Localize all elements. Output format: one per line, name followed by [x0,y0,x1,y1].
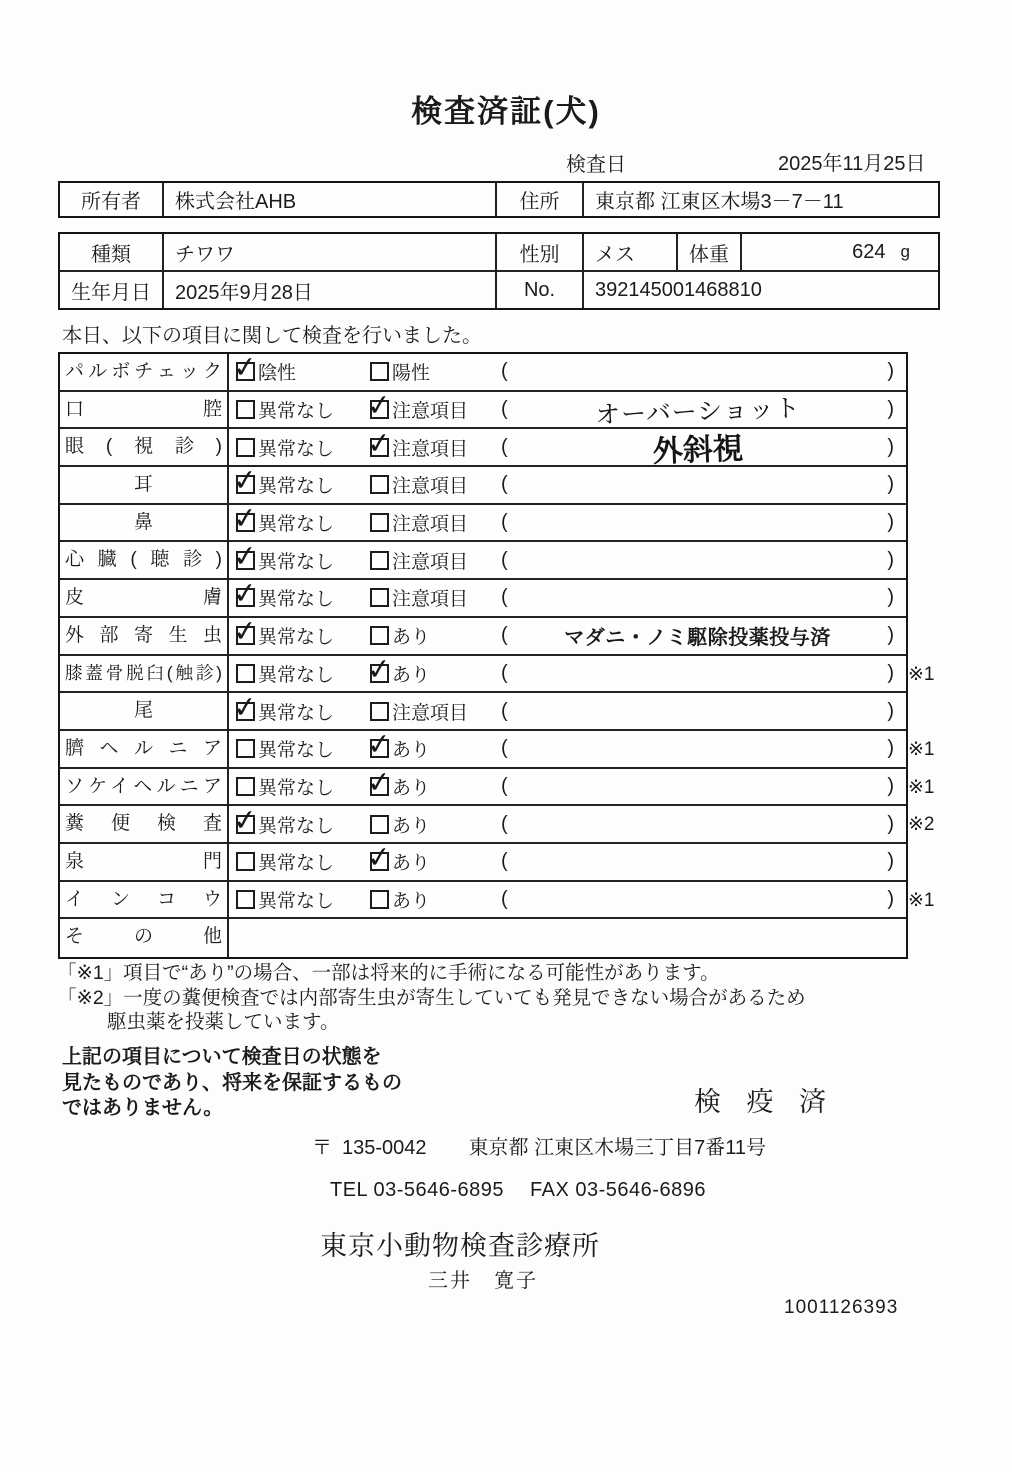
option-2 [370,358,501,385]
remarks-text: マダニ・ノミ駆除投薬投与済 [564,627,831,650]
row-inguinal-hernia [60,765,935,807]
paren-open: ( [501,850,508,873]
option-label: 異常なし [258,514,335,536]
handwritten-remark: 外斜視 [652,432,744,469]
checkmark-icon: ✓ [365,652,393,688]
paren-close: ) [887,473,894,496]
checkbox [365,765,393,801]
document-title: 検査済証(犬) [411,94,601,129]
address-label: 住所 [495,183,582,216]
checkbox [365,652,393,688]
quarantine-stamp: 検 疫 済 [694,1087,836,1117]
checkbox [236,739,255,758]
paren-close: ) [887,661,894,684]
option-1 [236,434,370,461]
checkmark-icon: ✓ [231,539,259,574]
remarks-field [501,360,906,383]
checkbox [236,664,255,683]
option-label: 異常なし [258,890,335,912]
checkmark-icon: ✓ [231,614,259,650]
clinic-address: 東京都 江東区木場三丁目7番11号 [468,1137,766,1159]
option-label: 注意項目 [392,551,469,573]
document-number: 1001126393 [784,1297,899,1318]
checkbox [231,690,259,725]
option-label: あり [392,777,431,799]
disclaimer-line1: 上記の項目について検査日の状態を [62,1046,382,1068]
option-label: あり [392,890,431,912]
checkmark-icon: ✓ [231,351,259,386]
checkbox [236,852,255,871]
remarks-field [501,888,906,911]
option-label: あり [392,853,431,875]
disclaimer-line2: 見たものであり、将来を保証するもの [62,1071,402,1094]
option-label: 注意項目 [392,589,469,611]
owner-value: 株式会社AHB [162,183,495,216]
option-label: 異常なし [258,815,335,837]
row-skin [60,577,906,618]
remarks-field [501,813,906,836]
option-label: あり [392,740,431,762]
paren-close: ) [887,586,894,609]
examiner-name: 三井 寛子 [428,1270,538,1292]
checkmark-icon: ✓ [365,388,393,424]
paren-open: ( [501,398,508,421]
paren-open: ( [501,812,508,835]
remarks-field [501,586,906,609]
row-cryptorchidism [60,882,935,920]
option-label: あり [392,664,431,686]
birthdate-value: 2025年9月28日 [162,272,495,308]
weight-label: 体重 [676,234,740,270]
row-nose [60,501,906,543]
row-label: 眼(視診) [60,429,229,465]
option-label: 注意項目 [392,401,469,423]
postal-mark-icon: 〒 [312,1137,332,1159]
no-value: 392145001468810 [582,272,938,308]
checkbox [231,614,259,650]
footnote-2-line2: 駆虫薬を投薬しています。 [107,1011,340,1033]
option-label: 異常なし [258,438,335,460]
option-label: 異常なし [258,853,335,875]
table-row [60,183,938,216]
row-label: ソケイヘルニア [60,769,229,805]
paren-open: ( [501,511,508,534]
checkbox [370,551,389,570]
paren-open: ( [501,548,508,571]
checkbox [365,841,393,876]
clinic-tel: TEL 03-5646-6895 [330,1179,505,1201]
clinic-name: 東京小動物検査診療所 [320,1231,600,1261]
row-fontanelle [60,841,906,882]
paren-close: ) [887,548,894,571]
weight-unit: g [900,242,910,261]
footnote-ref: ※1 [908,776,935,798]
birthdate-label: 生年月日 [71,281,151,304]
row-label: 皮膚 [60,580,229,616]
option-2 [365,426,501,461]
checkbox [370,815,389,834]
inspection-date-value: 2025年11月25日 [778,153,926,175]
option-2 [370,811,501,838]
option-label: 異常なし [258,664,335,686]
option-label: あり [392,627,431,649]
option-1 [231,803,370,838]
option-label: 異常なし [258,551,335,573]
option-1 [231,464,370,499]
checkbox [231,539,259,574]
row-fecal-exam [60,803,935,844]
checklist-table [58,351,935,959]
postal-code: 135-0042 [342,1137,427,1159]
checkbox [370,626,389,645]
option-2 [365,652,501,688]
paren-close: ) [887,887,894,910]
option-2 [370,622,501,649]
clinic-fax: FAX 03-5646-6896 [530,1179,706,1201]
remarks-field [501,549,906,572]
remarks-field [501,775,906,798]
checkmark-icon: ✓ [231,690,259,725]
table-row [60,270,938,308]
checkmark-icon: ✓ [365,426,393,461]
row-label: パルボチェック [60,354,229,390]
footnote-1: 「※1」項目で“あり”の場合、一部は将来的に手術になる可能性があります。 [57,962,720,984]
row-label: 心臓(聴診) [60,542,229,578]
option-1 [231,351,370,386]
breed-value: チワワ [162,234,495,270]
option-2 [370,547,501,574]
paren-close: ) [887,624,894,647]
option-2 [370,698,501,725]
paren-close: ) [887,774,894,797]
option-1 [236,660,370,687]
row-parvo-check [60,351,906,392]
checkbox [370,513,389,532]
checkmark-icon: ✓ [365,728,393,763]
remarks-field [501,850,906,873]
row-heart [60,539,906,580]
handwritten-remark: オーバーショット [594,393,801,430]
checkbox [370,890,389,909]
breed-label: 種類 [91,243,131,266]
checkbox [231,577,259,612]
remarks-field [501,621,906,650]
row-ears [60,464,906,505]
row-label: 外部寄生虫 [60,618,229,654]
checkbox [236,438,255,457]
remarks-field [501,662,906,685]
paren-open: ( [501,435,508,458]
paren-open: ( [501,624,508,647]
paren-open: ( [501,586,508,609]
option-label: 異常なし [258,777,335,799]
option-1 [236,735,370,762]
paren-close: ) [887,812,894,835]
row-label: 膝蓋骨脱臼(触診) [60,656,229,692]
option-2 [370,509,501,536]
checkbox [370,588,389,607]
checkmark-icon: ✓ [231,501,259,537]
sex-value: メス [582,234,676,270]
option-1 [236,396,370,423]
option-1 [231,690,370,725]
option-2 [365,841,501,876]
checkbox [370,362,389,381]
footnotes [57,961,806,1035]
paren-close: ) [887,435,894,458]
option-label: あり [392,815,431,837]
option-label: 異常なし [258,740,335,762]
table-row [60,234,938,270]
checkbox [231,351,259,386]
row-label: 泉門 [60,844,229,880]
row-label: インコウ [60,882,229,918]
paren-open: ( [501,699,508,722]
address-value: 東京都 江東区木場3－7－11 [582,183,938,216]
footnote-2-line1: 「※2」一度の糞便検査では内部寄生虫が寄生していても発見できない場合があるため [57,986,806,1009]
option-1 [236,848,370,875]
checkmark-icon: ✓ [365,841,393,876]
checkbox [236,777,255,796]
row-label: 口腔 [60,392,229,428]
checkbox [236,890,255,909]
sex-label: 性別 [495,234,582,270]
option-label: 注意項目 [392,438,469,460]
checkbox [370,475,389,494]
checkbox [231,464,259,499]
paren-close: ) [887,398,894,421]
paren-close: ) [887,850,894,873]
option-label: 異常なし [258,589,335,611]
row-label: 糞便検査 [60,806,229,842]
row-label: 尾 [60,693,229,729]
no-label: No. [495,272,582,308]
checkmark-icon: ✓ [231,803,259,838]
option-2 [370,886,501,913]
checkbox [231,501,259,537]
checkmark-icon: ✓ [365,765,393,801]
paren-close: ) [887,360,894,383]
checkbox [236,400,255,419]
footnote-ref: ※1 [908,738,935,760]
option-label: 異常なし [258,627,335,649]
row-patella [60,652,935,694]
option-label: 陽性 [392,363,431,385]
option-label: 異常なし [258,401,335,423]
checkbox [365,728,393,763]
row-label: その他 [60,919,229,957]
row-label: 鼻 [60,505,229,541]
option-1 [236,886,370,913]
paren-open: ( [501,774,508,797]
paren-open: ( [501,473,508,496]
option-label: 注意項目 [392,514,469,536]
remarks-field [501,425,906,469]
option-2 [365,765,501,801]
option-1 [236,773,370,800]
owner-label: 所有者 [81,191,141,213]
weight-value-cell [740,234,938,270]
option-label: 異常なし [258,702,335,724]
row-eyes [60,426,906,469]
option-1 [231,614,370,650]
remarks-field [501,473,906,496]
checkbox [231,803,259,838]
footnote-ref: ※1 [908,889,935,911]
option-2 [370,471,501,498]
row-ectoparasite [60,614,906,656]
checkbox [365,388,393,424]
checkbox [370,702,389,721]
inspection-date-label: 検査日 [566,154,626,176]
remarks-field [501,737,906,760]
paren-close: ) [887,737,894,760]
option-label: 注意項目 [392,702,469,724]
option-label: 陰性 [258,363,297,385]
paren-open: ( [501,661,508,684]
paren-open: ( [501,360,508,383]
option-label: 異常なし [258,476,335,498]
disclaimer [62,1045,402,1122]
row-tail [60,690,906,731]
row-label: 臍ヘルニア [60,731,229,767]
remarks-field [501,511,906,534]
clinic-postal-line [312,1131,766,1160]
option-2 [365,388,501,424]
paren-close: ) [887,511,894,534]
footnote-ref: ※1 [908,663,935,685]
checkmark-icon: ✓ [231,577,259,612]
footnote-ref: ※2 [908,814,935,836]
option-1 [231,501,370,537]
row-umbilical-hernia [60,728,935,769]
option-1 [231,577,370,612]
remarks-field [501,700,906,723]
clinic-telfax-line [330,1179,706,1202]
disclaimer-line3: ではありません。 [62,1097,224,1119]
checkmark-icon: ✓ [231,464,259,499]
option-2 [365,728,501,763]
weight-value: 624 [852,240,886,263]
other-empty-cell [229,919,906,957]
row-label: 耳 [60,467,229,503]
checkbox [365,426,393,461]
animal-table [58,232,940,310]
paren-open: ( [501,887,508,910]
checklist-intro: 本日、以下の項目に関して検査を行いました。 [62,325,482,347]
paren-open: ( [501,737,508,760]
row-other [60,919,906,957]
option-1 [231,539,370,574]
owner-table [58,181,940,218]
option-2 [370,584,501,611]
option-label: 注意項目 [392,476,469,498]
paren-close: ) [887,699,894,722]
